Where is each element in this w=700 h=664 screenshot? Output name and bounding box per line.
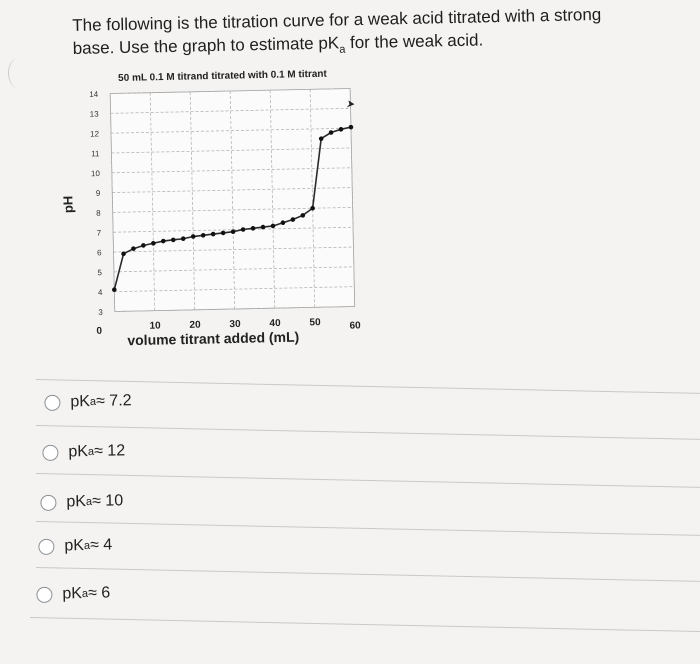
y-tick-label: 3	[98, 307, 103, 317]
question-text	[72, 1, 683, 61]
y-tick-label: 5	[97, 268, 103, 278]
y-tick-labels	[89, 90, 103, 317]
option-value: ≈ 4	[89, 536, 113, 554]
x-tick-label: 30	[229, 318, 241, 331]
answer-option[interactable]	[38, 525, 113, 567]
y-tick-label: 4	[97, 287, 103, 298]
option-value: ≈ 12	[93, 442, 126, 460]
question-line-1: The following is the titration curve for a weak acid titrated with a strong	[72, 4, 602, 35]
question-line-2-prefix: base. Use the graph to estimate pK	[72, 33, 340, 58]
y-tick-label: 9	[95, 188, 101, 198]
question-line-2-suffix: for the weak acid.	[345, 30, 484, 53]
option-label-sub: a	[87, 445, 95, 459]
option-label: pK	[62, 585, 83, 603]
option-label: pK	[64, 537, 85, 555]
option-value: ≈ 7.2	[95, 392, 132, 410]
plot-frame	[110, 89, 355, 312]
answer-option[interactable]	[42, 431, 126, 473]
option-divider	[36, 425, 700, 440]
option-label-sub: a	[81, 587, 89, 601]
option-divider	[30, 617, 700, 632]
option-label: pK	[66, 493, 87, 511]
option-value: ≈ 6	[87, 584, 111, 602]
option-label: pK	[68, 443, 89, 461]
y-tick-label: 6	[96, 248, 102, 258]
option-divider	[36, 521, 700, 536]
option-divider	[36, 567, 700, 582]
x-axis-label: volume titrant added (mL)	[127, 328, 300, 349]
radio-button[interactable]	[44, 395, 60, 411]
y-tick-label: 11	[91, 149, 100, 159]
answer-option[interactable]	[40, 481, 124, 523]
y-tick-label: 7	[96, 228, 102, 238]
answer-option[interactable]	[36, 573, 111, 615]
option-label: pK	[70, 393, 91, 411]
page-edge-mark	[8, 58, 29, 88]
radio-button[interactable]	[38, 539, 54, 555]
y-tick-label: 8	[96, 208, 101, 218]
y-axis-label: pH	[60, 195, 76, 214]
option-label-sub: a	[85, 495, 93, 509]
y-tick-label: 12	[90, 129, 100, 139]
chart-grid	[110, 89, 355, 312]
x-tick-label: 50	[309, 317, 321, 329]
x-tick-label: 10	[149, 320, 161, 332]
answer-option[interactable]	[44, 381, 132, 423]
radio-button[interactable]	[36, 587, 52, 603]
radio-button[interactable]	[42, 445, 58, 461]
question-line-2-sub: a	[339, 43, 346, 56]
x-tick-label: 40	[269, 318, 281, 330]
option-label-sub: a	[89, 395, 97, 409]
radio-button[interactable]	[40, 495, 56, 511]
y-tick-label: 10	[90, 169, 100, 179]
y-tick-label: 13	[89, 109, 99, 119]
option-value: ≈ 10	[91, 492, 124, 510]
option-label-sub: a	[83, 539, 91, 553]
x-tick-label: 20	[189, 319, 201, 331]
option-divider	[36, 379, 700, 394]
chart-title: 50 mL 0.1 M titrand titrated with 0.1 M titrant	[118, 68, 327, 84]
titration-chart	[40, 78, 376, 365]
y-tick-label: 14	[89, 89, 99, 99]
x-tick-label: 60	[349, 320, 361, 332]
option-divider	[36, 473, 700, 488]
x-tick-label: 0	[96, 325, 103, 337]
